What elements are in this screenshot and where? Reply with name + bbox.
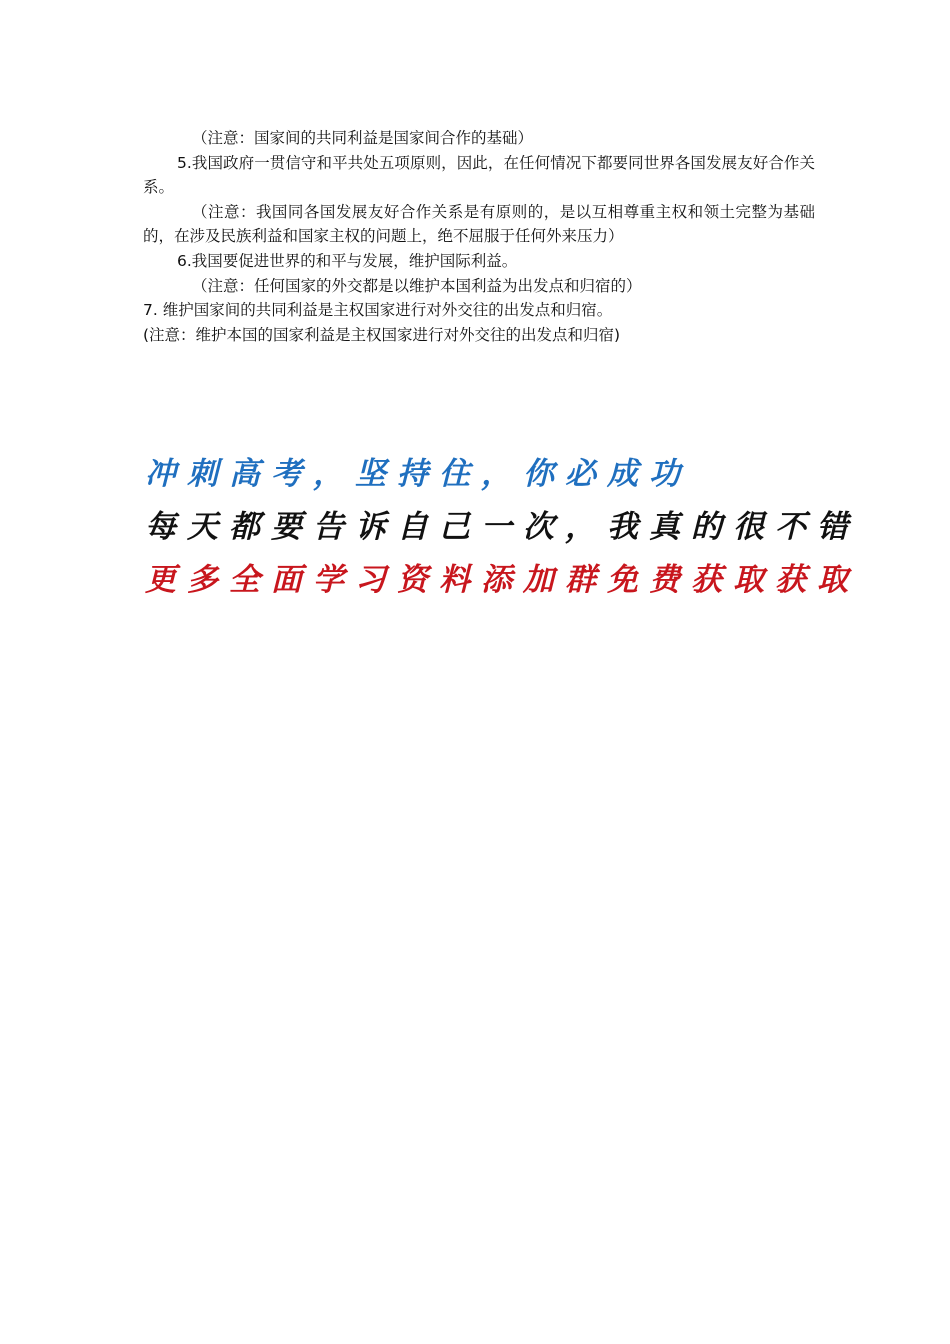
item-6: 6.我国要促进世界的和平与发展，维护国际利益。 — [177, 251, 518, 270]
slogan-block — [145, 452, 859, 611]
note-common-interest: （注意：国家间的共同利益是国家间合作的基础） — [192, 129, 534, 147]
document-body — [143, 126, 815, 347]
slogan-daily: 每天都要告诉自己一次，我真的很不错 — [145, 509, 859, 545]
note-item-7: (注意：维护本国的国家利益是主权国家进行对外交往的出发点和归宿) — [143, 325, 621, 344]
item-7: 7. 维护国家间的共同利益是主权国家进行对外交往的出发点和归宿。 — [143, 301, 613, 320]
slogan-exam: 冲刺高考，坚持住，你必成功 — [145, 456, 691, 492]
note-principle: （注意：我国同各国发展友好合作关系是有原则的，是以互相尊重主权和领土完整为基础的，在涉及民族利益和国家主权的问题上，绝不屈服于任何外来压力） — [143, 202, 815, 246]
note-national-interest: （注意：任何国家的外交都是以维护本国利益为出发点和归宿的） — [192, 276, 642, 295]
item-5: 5.我国政府一贯信守和平共处五项原则，因此，在任何情况下都要同世界各国发展友好合作关系。 — [143, 153, 815, 197]
slogan-materials: 更多全面学习资料添加群免费获取获取 — [145, 562, 859, 598]
